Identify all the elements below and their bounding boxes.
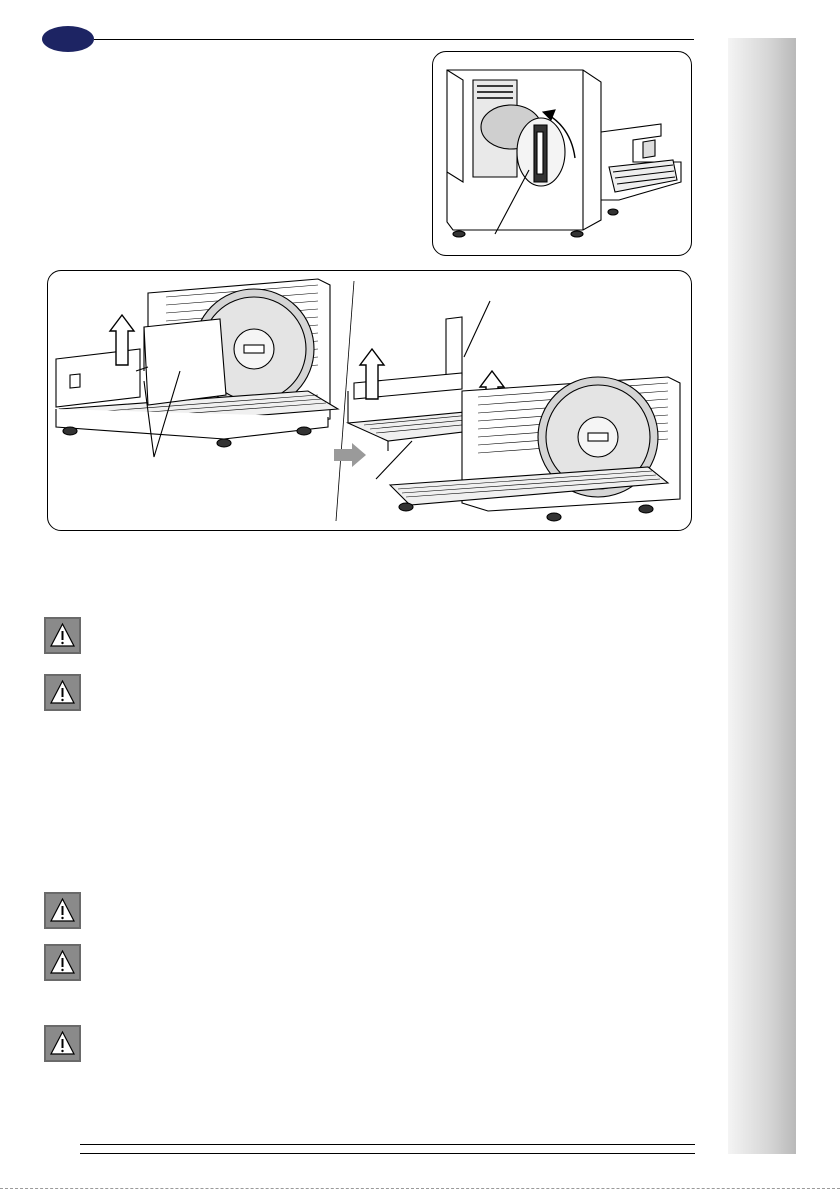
side-tab [728, 38, 796, 1154]
slicer-knob-illustration [433, 52, 693, 257]
slicer-disassembly-illustration [48, 271, 693, 532]
warning-icon [44, 944, 81, 981]
footer-rule [80, 1153, 695, 1154]
disassembly-figure [47, 270, 692, 531]
warning-icon [44, 892, 81, 929]
language-badge [42, 26, 94, 52]
footer-rule [80, 1144, 695, 1145]
knob-figure [432, 51, 692, 256]
warning-icon [44, 1025, 81, 1062]
warning-icon [44, 617, 81, 654]
header-rule [94, 39, 694, 40]
warning-icon [44, 674, 81, 711]
page-trim-line [0, 1188, 840, 1189]
